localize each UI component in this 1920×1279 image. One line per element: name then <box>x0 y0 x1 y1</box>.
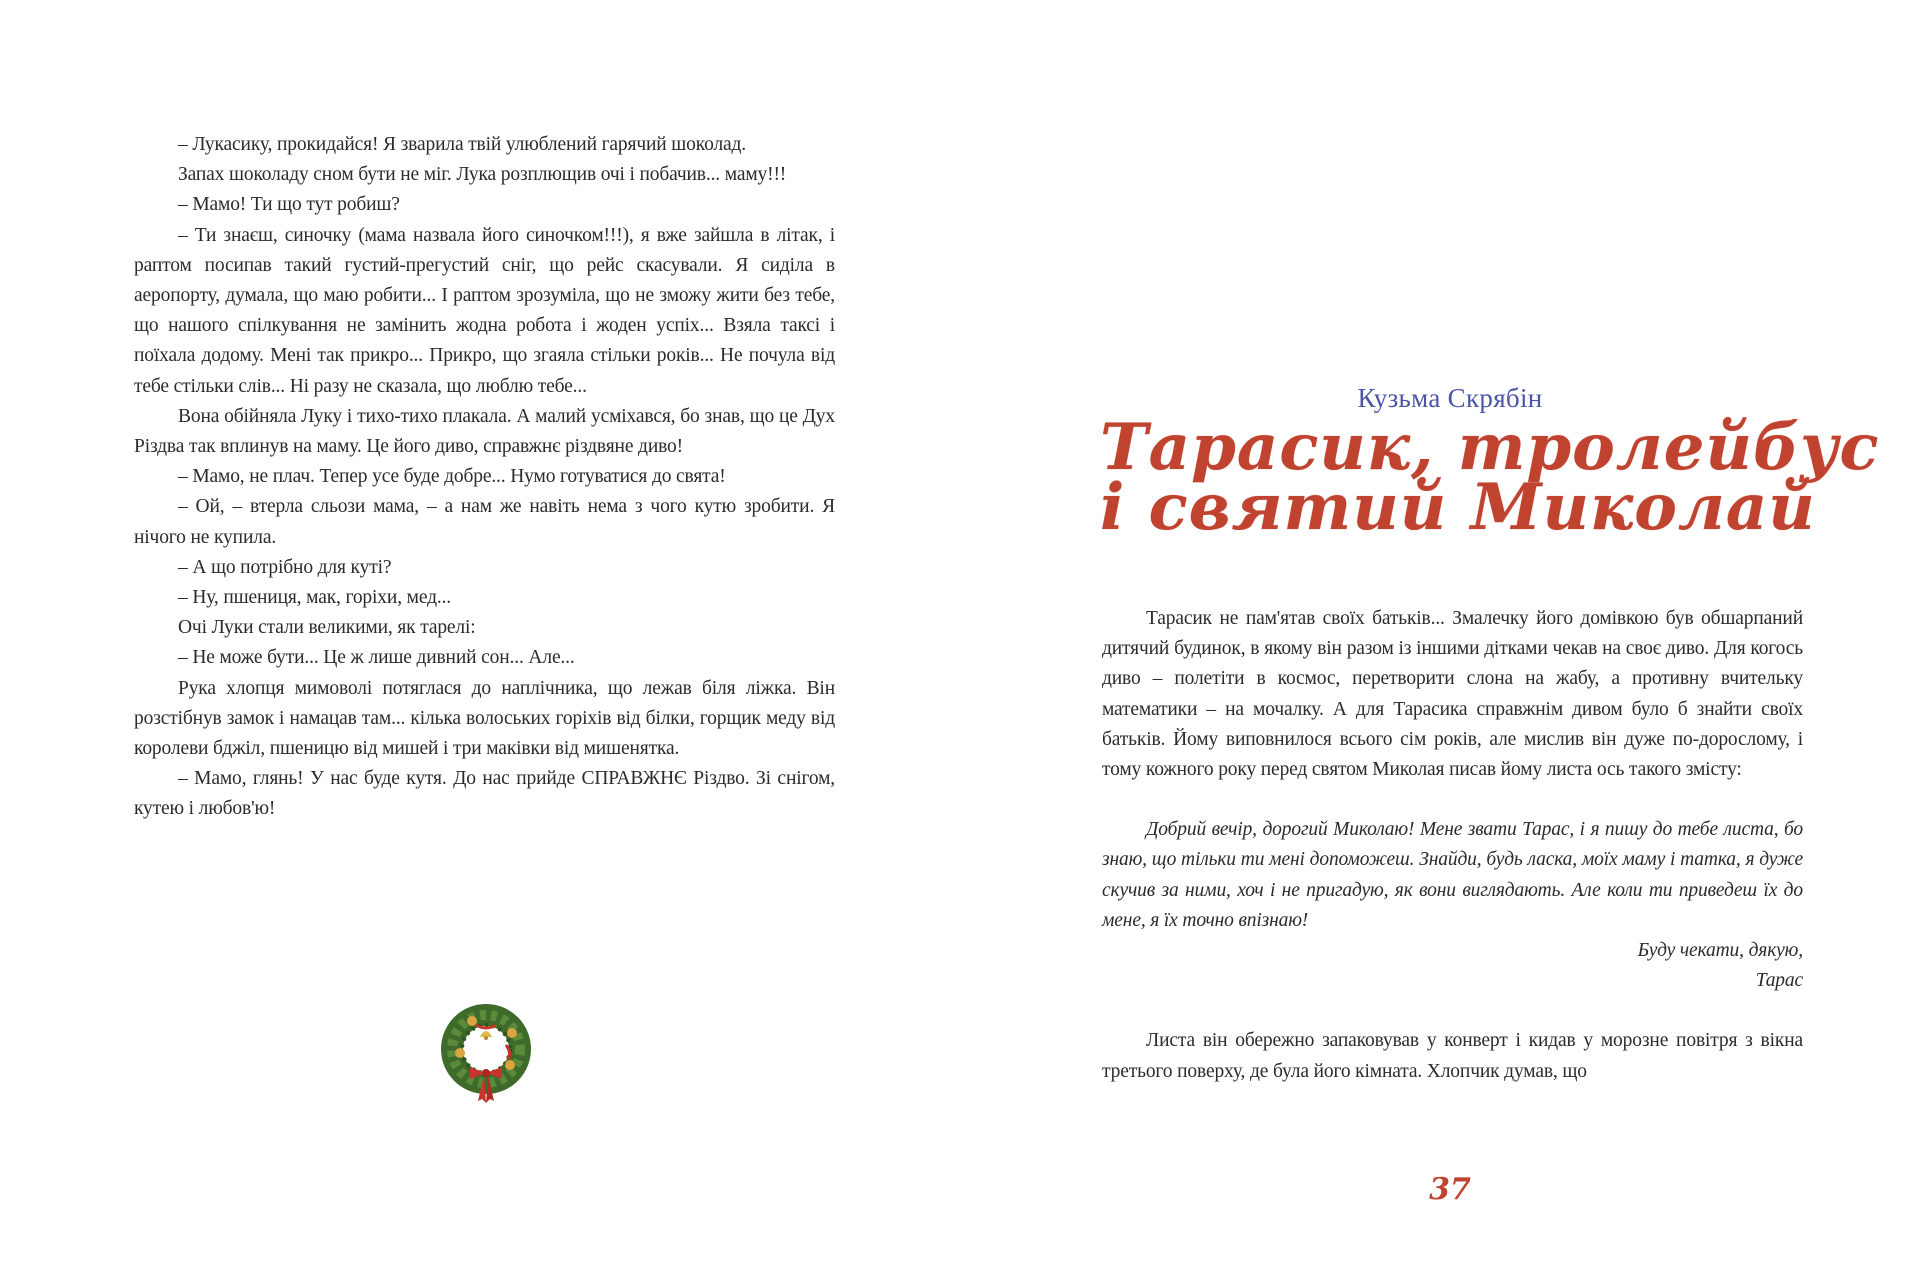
left-page-text <box>134 130 835 825</box>
letter-body: Добрий вечір, дорогий Миколаю! Мене звати Тарас, і я пишу до тебе листа, бо знаю, що тільки ти мені допоможеш. Знайди, будь ласка, моїх маму і татка, я дуже скучив за ними, хоч і не пригадую, як вони виглядають. Але коли ти приведеш їх до мене, я їх точно впізнаю! <box>1102 819 1803 931</box>
paragraph: – Мамо, глянь! У нас буде кутя. До нас прийде СПРАВЖНЄ Різдво. Зі снігом, кутею і любов'ю! <box>134 768 835 820</box>
intro-paragraph: Тарасик не пам'ятав своїх батьків... Змалечку його домівкою був обшарпаний дитячий будинок, в якому він разом із іншими дітками чекав на своє диво. Для когось диво – полетіти в космос, перетворити слона на жабу, а противну вчительку математики – на мочалку. А для Тарасика справжнім дивом було б знайти своїх батьків. Йому виповнилося всього сім років, але мислив він дуже по-дорослому, і тому кожного року перед святом Миколая писав йому листа ось такого змісту: <box>1102 608 1803 781</box>
paragraph: – Мамо! Ти що тут робиш? <box>178 194 400 216</box>
paragraph: Очі Луки стали великими, як тарелі: <box>178 617 476 639</box>
paragraph: – Мамо, не плач. Тепер усе буде добре... Нумо готуватися до свята! <box>178 466 726 488</box>
paragraph: – Ой, – втерла сльози мама, – а нам же навіть нема з чого кутю зробити. Я нічого не купила. <box>134 496 835 548</box>
letter-closing: Буду чекати, дякую, <box>1637 940 1803 962</box>
story-author: Кузьма Скрябін <box>1357 383 1543 413</box>
paragraph: Рука хлопця мимоволі потяглася до наплічника, що лежав біля ліжка. Він розстібнув замок і намацав там... кілька волоських горіхів від білки, горщик меду від королеви бджіл, пшеницю від мишей і три маківки від мишенятка. <box>134 677 835 760</box>
paragraph: Вона обійняла Луку і тихо-тихо плакала. А малий усміхався, бо знав, що це Дух Різдва так вплинув на маму. Це його диво, справжнє різдвяне диво! <box>134 405 835 458</box>
paragraph: Листа він обережно запаковував у конверт і кидав у морозне повітря з вікна третього поверху, де була його кімната. Хлопчик думав, що <box>1102 1030 1803 1082</box>
paragraph: – Лукасику, прокидайся! Я зварила твій улюблений гарячий шоколад. <box>178 134 747 155</box>
paragraph: – Не може бути... Це ж лише дивний сон... Але... <box>178 647 575 669</box>
story-title-line-1: Тарасик, тролейбус <box>1100 410 1880 485</box>
paragraph: – А що потрібно для куті? <box>178 556 392 578</box>
letter-signature: Тарас <box>1755 970 1803 992</box>
paragraph: – Ти знаєш, синочку (мама назвала його синочком!!!), я вже зайшла в літак, і раптом посипав такий густий-прегустий сніг, що рейс скасували. Я сиділа в аеропорту, думала, що маю робити... І раптом зрозуміла, що не зможу жити без тебе, що нашого спілкування не замінить жодна робота і жоден успіх... Взяла таксі і поїхала додому. Мені так прикро... Прикро, що згаяла стільки років... Не почула від тебе стільки слів... Ні разу не сказала, що люблю тебе... <box>134 224 835 397</box>
story-title <box>1100 410 1880 545</box>
paragraph: Запах шоколаду сном бути не міг. Лука розплющив очі і побачив... маму!!! <box>178 164 787 186</box>
christmas-wreath-icon <box>440 1003 532 1107</box>
letter-to-nicholas <box>1102 815 1803 996</box>
page-number: 37 <box>1429 1172 1471 1207</box>
right-page-text <box>1102 604 1803 1087</box>
story-title-line-2: і святий Миколай <box>1100 470 1816 545</box>
paragraph: – Ну, пшениця, мак, горіхи, мед... <box>178 587 452 609</box>
